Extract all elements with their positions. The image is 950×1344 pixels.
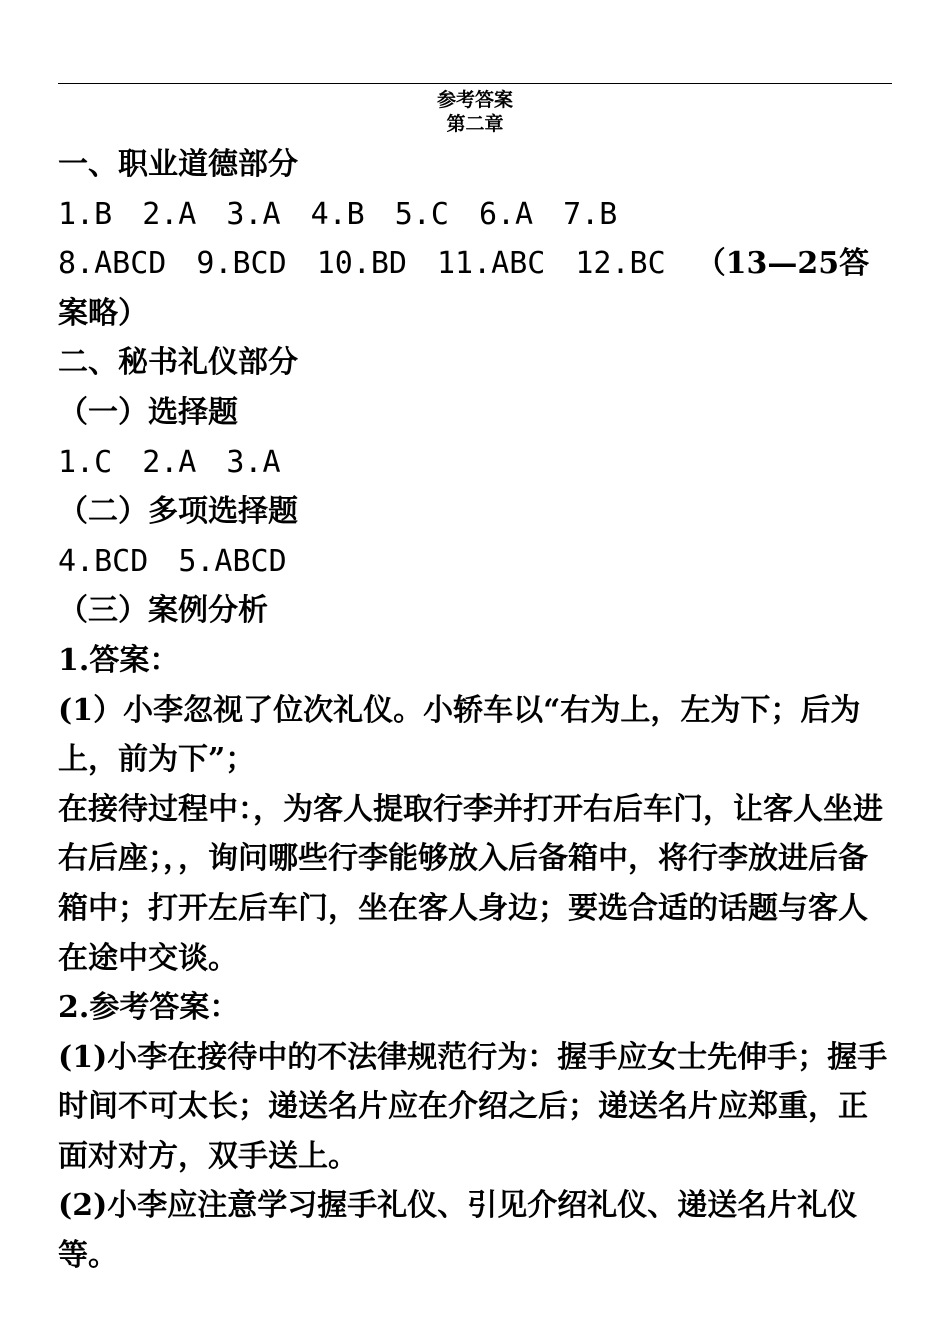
answer-item: 1.B xyxy=(58,196,113,232)
answer-item: 12.BC xyxy=(575,246,666,282)
answer-line-multi-choice xyxy=(58,537,892,587)
case-1-paragraph-2: 在接待过程中：，为客人提取行李并打开右后车门，让客人坐进右后座；，，询问哪些行李能够放入后备箱中，将行李放进后备箱中；打开左后车门，坐在客人身边；要选合适的话题与客人在途中交谈。 xyxy=(58,791,883,976)
section-heading-etiquette: 二、秘书礼仪部分 xyxy=(58,345,298,381)
header-rule xyxy=(58,83,892,84)
answer-item: 5.ABCD xyxy=(178,543,287,579)
case-2-label: 2.参考答案： xyxy=(58,990,240,1026)
section-heading-ethics: 一、职业道德部分 xyxy=(58,147,298,182)
subsection-heading-multi-choice: （二）多项选择题 xyxy=(58,494,298,530)
chapter-title: 第二章 xyxy=(446,113,504,135)
case-2-paragraph-1: (1)小李在接待中的不法律规范行为：握手应女士先伸手；握手时间不可太长；递送名片应在介绍之后；递送名片应郑重，正面对对方，双手送上。 xyxy=(58,1039,888,1174)
answer-item: 11.ABC xyxy=(437,246,546,282)
case-1-label: 1.答案： xyxy=(58,642,180,678)
answer-item: 6.A xyxy=(478,196,534,232)
answer-item: 4.BCD xyxy=(58,543,149,579)
document-header xyxy=(58,88,892,136)
answer-item: 8.ABCD xyxy=(58,246,167,282)
answer-item: 3.A xyxy=(226,196,281,232)
answer-item: 10.BD xyxy=(316,246,407,282)
answer-item: 3.A xyxy=(226,444,281,480)
subsection-heading-case-analysis: （三）案例分析 xyxy=(58,593,268,629)
document-title: 参考答案 xyxy=(436,89,513,111)
answer-item: 9.BCD xyxy=(196,246,287,282)
answer-item: 2.A xyxy=(142,196,197,232)
answer-item: 2.A xyxy=(142,444,197,480)
answer-item: 7.B xyxy=(563,196,618,232)
document-body xyxy=(58,140,892,1281)
answer-item: 5.C xyxy=(394,196,449,232)
case-1-paragraph-1: (1）小李忽视了位次礼仪。小轿车以“右为上，左为下；后为上，前为下”； xyxy=(58,692,861,778)
answer-line-choice xyxy=(58,438,892,488)
answer-line-1 xyxy=(58,190,892,240)
case-2-paragraph-2: (2)小李应注意学习握手礼仪、引见介绍礼仪、递送名片礼仪等。 xyxy=(58,1188,858,1274)
answer-note: （13—25答案略） xyxy=(58,246,870,331)
answer-item: 4.B xyxy=(310,196,365,232)
answer-item: 1.C xyxy=(58,444,113,480)
answer-line-2 xyxy=(58,239,892,338)
subsection-heading-choice: （一）选择题 xyxy=(58,394,238,430)
